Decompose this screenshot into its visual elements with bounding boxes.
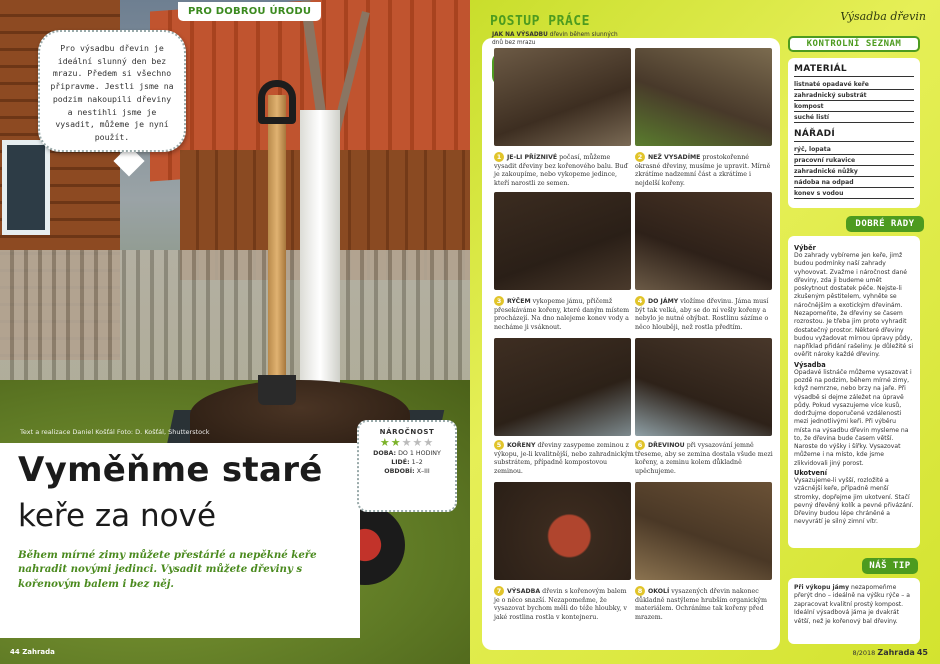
tip-box: Při výkopu jámy nezapomeňme přerýt dno – ideálně na výšku rýče – a zapracovat kvalitní prostý kompost. Ideální výsadbová jáma je dvakrát větší, než je kořenový bal dřeviny. bbox=[788, 578, 920, 644]
spade-blade bbox=[258, 375, 296, 405]
tool-item: rýč, lopata bbox=[794, 144, 914, 155]
material-item: kompost bbox=[794, 101, 914, 112]
speech-bubble: Pro výsadbu dřevin je ideální slunný den bez mrazu. Předem si všechno připravme. Jestli jsme na podzim nakoupili dřeviny a nestihli jsme je vysadit, můžeme je nyní použít. bbox=[38, 30, 186, 152]
article-lede: Během mírné zimy můžete přestárlé a nepěkné keře nahradit novými jedinci. Vysadit můžete dřeviny s kořenovým balem i bez něj. bbox=[18, 549, 317, 590]
tool-item: nádoba na odpad bbox=[794, 177, 914, 188]
step-photo-6 bbox=[635, 338, 772, 436]
page-number-left: 44 Zahrada bbox=[10, 648, 55, 656]
step-caption-5: 5 KOŘENY dřeviny zasypeme zeminou z výkopu, je-li kvalitnější, nebo zahradnickým substrátem, případně kompostovou zeminou. bbox=[494, 441, 634, 475]
checklist-title: KONTROLNÍ SEZNAM bbox=[788, 36, 920, 52]
advice-text: Vysazujeme-li vyšší, rozložité a vzácnější keře, případně menší stromky, dopřejme jim ukotvení. Stačí pevný dřevěný kolík a pevné přivázání. Dřeviny budou lépe chráněné a nevyvrátí je silný zimní vítr. bbox=[794, 477, 914, 526]
spade-grip bbox=[258, 80, 296, 124]
difficulty-people: LIDÉ: 1–2 bbox=[391, 459, 423, 467]
step-caption-2: 2 NEŽ VYSADÍME prostokořenné okrasné dřeviny, musíme je upravit. Mírně zkrátíme nadzemní část a zkrátíme i nejdelší kořeny. bbox=[635, 153, 771, 187]
advice-heading: Výsadba bbox=[794, 360, 826, 369]
step-photo-1 bbox=[494, 48, 631, 146]
tool-item: konev s vodou bbox=[794, 188, 914, 199]
star-icon-empty: ★ bbox=[401, 436, 413, 449]
step-caption-8: 8 OKOLÍ vysazených dřevin nakonec důkladně nastýleme hrubším organickým materiálem. Ochráníme tak kořeny před mrazem. bbox=[635, 587, 767, 621]
advice-text: Opadavé listnáče můžeme vysazovat i pozdě na podzim, během mírné zimy, když nemrzne, nebo brzy na jaře. Při výsadbě si dejme záležet na úpravě půdy. Pokud vysazujeme více kusů, dodržujme doporučené vzdálenosti mezi jednotlivými keři. Při výběru místa na výsadbu dřevin mysleme na to, že dřevina bude časem větší. Naroste do výšky i šířky. Vysazovat můžeme i na místo, kde jsme zlikvidovali jiný porost. bbox=[794, 368, 912, 467]
material-heading: MATERIÁL bbox=[794, 64, 914, 77]
star-icon-filled: ★ bbox=[390, 436, 402, 449]
step-caption-7: 7 VÝSADBA dřevin s kořenovým balem je o něco snazší. Nezapomeňme, že vysazovat bychom měli do téže hloubky, v jaké rostlina rostla v kontejneru. bbox=[494, 587, 627, 621]
tools-heading: NÁŘADÍ bbox=[794, 129, 914, 142]
material-item: suché listí bbox=[794, 112, 914, 123]
advice-heading: Výběr bbox=[794, 244, 816, 252]
whitewashed-tree-trunk bbox=[300, 110, 340, 410]
step-caption-4: 4 DO JÁMY vložíme dřevinu. Jáma musí být tak velká, aby se do ní vešly kořeny a nebylo je nutné ohýbat. Rostlinu sázíme o něco hlouběji, než rostla předtím. bbox=[635, 297, 769, 331]
running-header: Výsadba dřevin bbox=[840, 10, 926, 23]
article-title-line2: keře za nové bbox=[18, 498, 217, 534]
page-number-right: 8/2018 Zahrada 45 bbox=[852, 648, 928, 657]
difficulty-box bbox=[357, 420, 457, 512]
steps-subtitle: JAK NA VÝSADBU dřevin během slunných dnů bez mrazu bbox=[492, 32, 618, 46]
section-tag: PRO DOBROU ÚRODU bbox=[178, 2, 321, 21]
material-item: listnaté opadavé keře bbox=[794, 79, 914, 90]
advice-title: DOBRÉ RADY bbox=[846, 216, 924, 232]
star-icon-empty: ★ bbox=[412, 436, 424, 449]
difficulty-title: NÁROČNOST bbox=[379, 428, 435, 436]
right-page bbox=[470, 0, 940, 664]
tip-title: NÁŠ TIP bbox=[862, 558, 918, 574]
difficulty-stars bbox=[367, 436, 447, 449]
photo-credit: Text a realizace Daniel Košťál Foto: D. Košťál, Shutterstock bbox=[20, 428, 210, 436]
step-photo-3 bbox=[494, 192, 631, 290]
house-window bbox=[2, 140, 50, 235]
advice-heading: Ukotvení bbox=[794, 469, 827, 478]
tool-item: zahradnické nůžky bbox=[794, 166, 914, 177]
star-icon-filled: ★ bbox=[379, 436, 391, 449]
step-caption-3: 3 RÝČEM vykopeme jámu, přičemž přesekáváme kořeny, které daným místem procházejí. Na dno nalejeme konev vody a necháme ji vsáknout. bbox=[494, 297, 630, 331]
steps-title: POSTUP PRÁCE bbox=[490, 14, 590, 29]
advice-box bbox=[788, 236, 920, 548]
star-icon-empty: ★ bbox=[423, 436, 435, 449]
tool-item: pracovní rukavice bbox=[794, 155, 914, 166]
step-photo-8 bbox=[635, 482, 772, 580]
difficulty-season: OBDOBÍ: X–III bbox=[384, 468, 430, 476]
step-caption-1: 1 JE-LI PŘÍZNIVÉ počasí, můžeme vysadit dřeviny bez kořenového balu. Buď je zakoupíme, nebo vykopeme jedince, kteří narostli ze semen. bbox=[494, 153, 628, 187]
article-title-line1: Vyměňme staré bbox=[18, 450, 323, 490]
step-photo-2 bbox=[635, 48, 772, 146]
step-photo-5 bbox=[494, 338, 631, 436]
step-photo-4 bbox=[635, 192, 772, 290]
step-caption-6: 6 DŘEVINOU při vysazování jemně třeseme, aby se zemina dostala všude mezi kořeny, a zeminu kolem důkladně upěchujeme. bbox=[635, 441, 773, 475]
material-item: zahradnický substrát bbox=[794, 90, 914, 101]
step-photo-7 bbox=[494, 482, 631, 580]
checklist-box bbox=[788, 58, 920, 208]
advice-text: Do zahrady vybíreme jen keře, jimž budou podmínky naší zahrady vyhovovat. Zvažme i náročnost dané dřeviny, zda ji budeme umět poskytnout dostatek péče. Nejste-li zkušeným pěstitelem, vyhněte se náročnějším a exotickým dřevinám. Nezapomeňte, že dřeviny se časem rozrostou. Je třeba jim proto vyhradit dostatečný prostor. Některé dřeviny budou vyžadovat mírnou úpravy půdy, například přidání rašeliny. Je důležité si ověřit nároky každé dřeviny. bbox=[794, 252, 914, 359]
difficulty-time: DOBA: DO 1 HODINY bbox=[373, 450, 441, 457]
fence bbox=[0, 250, 470, 380]
spade-handle bbox=[268, 95, 286, 385]
